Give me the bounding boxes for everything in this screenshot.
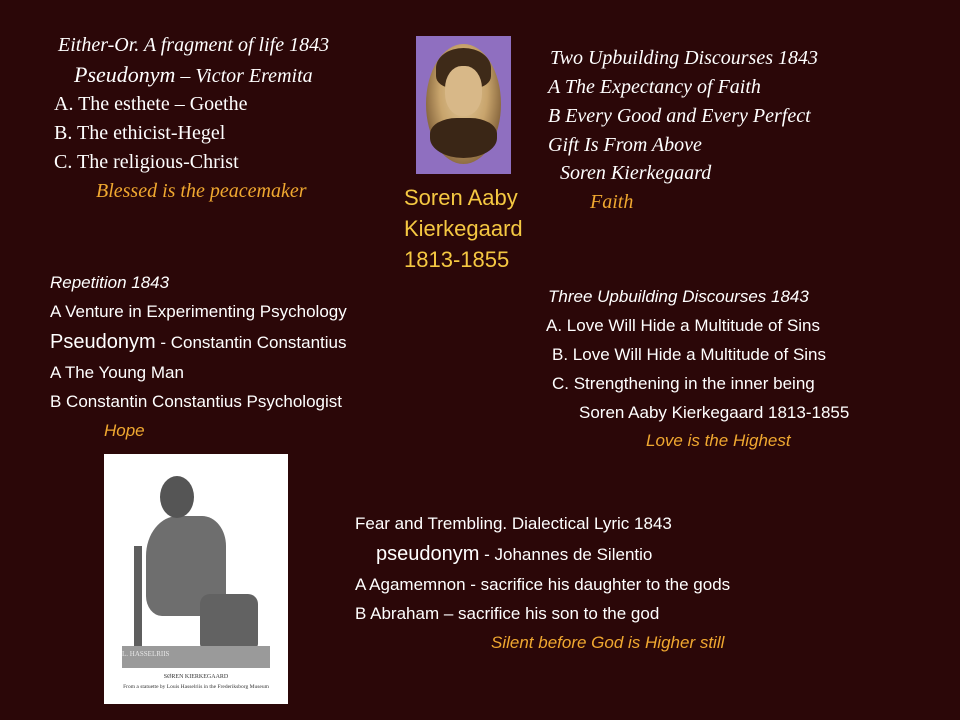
either-or-item-a: A. The esthete – Goethe xyxy=(54,93,248,115)
three-discourses-item-c: C. Strengthening in the inner being xyxy=(552,374,815,393)
pseudonym-name: - Johannes de Silentio xyxy=(479,545,653,564)
portrait-coat xyxy=(430,118,497,158)
pseudonym-label: pseudonym xyxy=(376,543,480,565)
pseudonym-label: Pseudonym xyxy=(50,331,156,353)
kierkegaard-portrait xyxy=(416,36,511,174)
repetition-title: Repetition 1843 xyxy=(50,273,170,292)
two-discourses-item-a: A The Expectancy of Faith xyxy=(548,76,761,98)
pseudonym-name: - Constantin Constantius xyxy=(155,333,347,352)
statue-caption-sub: From a statuette by Louis Hasselriis in the Frederiksborg Museum xyxy=(123,684,269,690)
three-discourses-title: Three Upbuilding Discourses 1843 xyxy=(548,287,809,306)
either-or-pseudonym xyxy=(74,62,313,88)
three-discourses-item-b: B. Love Will Hide a Multitude of Sins xyxy=(552,345,827,364)
pseudonym-name: – Victor Eremita xyxy=(175,65,313,87)
either-or-title: Either-Or. A fragment of life 1843 xyxy=(58,34,330,56)
author-years: 1813-1855 xyxy=(404,247,510,272)
repetition-virtue: Hope xyxy=(104,421,145,440)
fear-trembling-title: Fear and Trembling. Dialectical Lyric 1843 xyxy=(355,514,672,533)
two-discourses-virtue: Faith xyxy=(590,191,634,213)
either-or-item-b: B. The ethicist-Hegel xyxy=(54,122,226,144)
fear-trembling-item-b: B Abraham – sacrifice his son to the god xyxy=(355,604,660,623)
fear-trembling-virtue: Silent before God is Higher still xyxy=(491,633,725,652)
statue-legs xyxy=(200,594,258,648)
two-discourses-author: Soren Kierkegaard xyxy=(560,162,712,184)
author-name-line2: Kierkegaard xyxy=(404,216,523,241)
three-discourses-author: Soren Aaby Kierkegaard 1813-1855 xyxy=(579,403,850,422)
three-discourses-item-a: A. Love Will Hide a Multitude of Sins xyxy=(546,316,821,335)
either-or-item-c: C. The religious-Christ xyxy=(54,151,239,173)
repetition-item-a: A The Young Man xyxy=(50,363,184,382)
statue-head xyxy=(160,476,194,518)
two-discourses-item-b2: Gift Is From Above xyxy=(548,134,702,156)
repetition-pseudonym xyxy=(50,331,347,354)
portrait-face xyxy=(445,66,482,116)
statue-image xyxy=(104,454,288,704)
two-discourses-item-b1: B Every Good and Every Perfect xyxy=(548,105,811,127)
two-discourses-title: Two Upbuilding Discourses 1843 xyxy=(550,47,818,69)
statue-plate: L. HASSELRIIS xyxy=(122,650,170,658)
three-discourses-virtue: Love is the Highest xyxy=(646,431,791,450)
author-name-line1: Soren Aaby xyxy=(404,185,518,210)
fear-trembling-pseudonym xyxy=(376,543,652,566)
repetition-item-b: B Constantin Constantius Psychologist xyxy=(50,392,342,411)
repetition-subtitle: A Venture in Experimenting Psychology xyxy=(50,302,347,321)
fear-trembling-item-a: A Agamemnon - sacrifice his daughter to the gods xyxy=(355,575,731,594)
statue-caption-title: SØREN KIERKEGAARD xyxy=(163,674,229,680)
either-or-virtue: Blessed is the peacemaker xyxy=(96,180,307,202)
pseudonym-label: Pseudonym xyxy=(74,62,176,87)
